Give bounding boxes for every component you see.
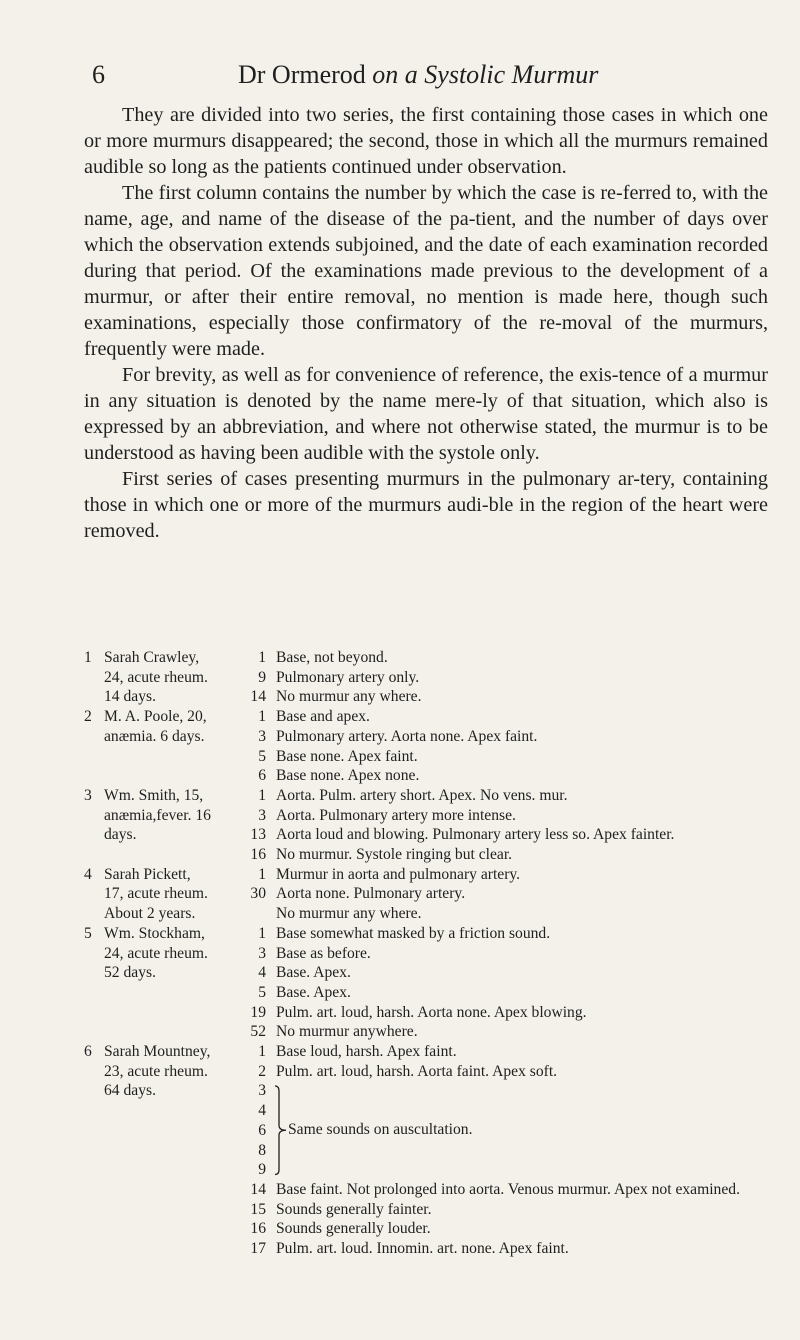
- observation-text: Base none. Apex faint.: [276, 747, 418, 765]
- patient-text: 52 days.: [104, 964, 156, 982]
- observation: [240, 845, 784, 865]
- observations: [240, 924, 784, 1042]
- observation-day: 4: [258, 964, 266, 982]
- observation-text: Aorta. Pulmonary artery more intense.: [276, 806, 516, 824]
- observation: [240, 1239, 784, 1259]
- bracket-group: [240, 1081, 784, 1179]
- observation: [240, 687, 784, 707]
- observation-text: No murmur any where.: [276, 688, 422, 706]
- observation: [240, 648, 784, 668]
- patient-info: [84, 648, 240, 707]
- patient-line: [84, 904, 240, 924]
- patient-line: [84, 944, 240, 964]
- patient-text: M. A. Poole, 20,: [104, 708, 207, 726]
- observation-day: 9: [258, 668, 266, 686]
- brace-icon: [274, 1085, 288, 1176]
- patient-text: Sarah Pickett,: [104, 865, 191, 883]
- observation-day: 14: [250, 688, 266, 706]
- observation: [240, 1062, 784, 1082]
- observation: [240, 1042, 784, 1062]
- paragraph: They are divided into two series, the first containing those cases in which one or more murmurs disappeared; the second, those in which all the murmurs remained audible so long as the patients continued under observation.: [84, 104, 768, 178]
- observation-day: 5: [258, 983, 266, 1001]
- case-number: 3: [84, 786, 92, 804]
- observation-day: 52: [250, 1023, 266, 1041]
- observation: [240, 944, 784, 964]
- observation-text: Base and apex.: [276, 708, 370, 726]
- patient-text: 64 days.: [104, 1082, 156, 1100]
- observation-day: 1: [258, 708, 266, 726]
- observation-text: Base somewhat masked by a friction sound.: [276, 924, 551, 942]
- observation-text: Base. Apex.: [276, 983, 351, 1001]
- observation: [240, 727, 784, 747]
- observation-day: 1: [258, 1043, 266, 1061]
- observation-text: Pulm. art. loud, harsh. Aorta none. Apex blowing.: [276, 1003, 587, 1021]
- bracket-day-line: [240, 1081, 784, 1101]
- case-number: 2: [84, 708, 92, 726]
- observation-text: Pulm. art. loud. Innomin. art. none. Apex faint.: [276, 1240, 569, 1258]
- observation: [240, 786, 784, 806]
- case-number: 5: [84, 924, 92, 942]
- case-row: [84, 924, 784, 1042]
- observation-text: Base, not beyond.: [276, 649, 388, 666]
- observation-text: Pulm. art. loud, harsh. Aorta faint. Apex soft.: [276, 1062, 558, 1080]
- patient-line: [84, 963, 240, 983]
- observation-text: No murmur. Systole ringing but clear.: [276, 846, 513, 864]
- observation-day: 1: [258, 786, 266, 804]
- observation: [240, 1180, 766, 1200]
- patient-text: 23, acute rheum.: [104, 1062, 208, 1080]
- title-on: on a: [372, 60, 418, 89]
- patient-line: [84, 1062, 240, 1082]
- patient-text: Wm. Stockham,: [104, 924, 205, 942]
- patient-line: [84, 648, 240, 668]
- patient-text: Sarah Mountney,: [104, 1043, 211, 1061]
- case-number: 1: [84, 649, 92, 666]
- running-header: [92, 60, 732, 100]
- observation-text: Pulmonary artery only.: [276, 668, 420, 686]
- observation: [240, 924, 784, 944]
- observation: [240, 884, 784, 904]
- observation-day: 1: [258, 865, 266, 883]
- case-number: 6: [84, 1043, 92, 1061]
- patient-text: 24, acute rheum.: [104, 944, 208, 962]
- patient-text: 17, acute rheum.: [104, 885, 208, 903]
- observation-day: 3: [258, 727, 266, 745]
- case-number: 4: [84, 865, 92, 883]
- observation: [240, 707, 784, 727]
- observation-text: Base none. Apex none.: [276, 767, 420, 785]
- patient-line: [84, 924, 240, 944]
- patient-info: [84, 924, 240, 983]
- patient-line: [84, 1042, 240, 1062]
- patient-line: [84, 884, 240, 904]
- case-row: [84, 1042, 784, 1259]
- bracket-day-line: [240, 1141, 784, 1161]
- observation: [240, 1219, 784, 1239]
- patient-text: days.: [104, 826, 137, 844]
- observations: [240, 1042, 784, 1259]
- observation: [240, 865, 784, 885]
- title-middle: Systolic Murmur: [417, 60, 599, 89]
- case-table: [84, 648, 784, 1259]
- observation-text: Murmur in aorta and pulmonary artery.: [276, 865, 521, 883]
- observation-text: Base faint. Not prolonged into aorta. Venous murmur. Apex not examined.: [276, 1180, 740, 1198]
- paragraph: The first column contains the number by which the case is re-ferred to, with the name, age, and name of the disease of the pa-tient, and the number of days over which the observation extends subjoined, and the date of each examination recorded during that period. Of the examinations made previous to the development of a murmur, or after their entire removal, no mention is made here, though such examinations, especially those confirmatory of the re-moval of the murmurs, frequently were made.: [84, 182, 768, 360]
- title-prefix: Dr Ormerod: [238, 60, 373, 89]
- observations: [240, 707, 784, 786]
- page-number: 6: [92, 60, 105, 89]
- observation-day: 1: [258, 649, 266, 666]
- observation-day: 30: [250, 885, 266, 903]
- observation-text: Sounds generally fainter.: [276, 1200, 432, 1218]
- observation-text: Base as before.: [276, 944, 371, 962]
- observation-day: 17: [250, 1240, 266, 1258]
- bracket-day-line: [240, 1101, 784, 1121]
- patient-text: About 2 years.: [104, 905, 196, 923]
- observations: [240, 865, 784, 924]
- patient-text: anæmia,fever. 16: [104, 806, 211, 824]
- section-heading: First series of cases presenting murmurs in the pulmonary ar-tery, containing those in which one or more of the murmurs audi-ble in the region of the heart were removed.: [84, 468, 768, 542]
- observation-text: Base loud, harsh. Apex faint.: [276, 1043, 457, 1061]
- observation-text: Base. Apex.: [276, 964, 351, 982]
- patient-info: [84, 1042, 240, 1101]
- observation: [240, 963, 784, 983]
- observation-text: Pulmonary artery. Aorta none. Apex faint.: [276, 727, 538, 745]
- observation-day: 5: [258, 747, 266, 765]
- observation-text: No murmur any where.: [276, 905, 422, 923]
- observation-text: Aorta. Pulm. artery short. Apex. No vens. mur.: [276, 786, 568, 804]
- patient-line: [84, 865, 240, 885]
- observation: [240, 983, 784, 1003]
- observation: [240, 1200, 784, 1220]
- observation-day: 6: [258, 767, 266, 785]
- patient-text: anæmia. 6 days.: [104, 727, 205, 745]
- observation-day: 1: [258, 924, 266, 942]
- observation-day: 19: [250, 1003, 266, 1021]
- observation-day: 3: [258, 806, 266, 824]
- patient-text: 24, acute rheum.: [104, 668, 208, 686]
- paragraph: For brevity, as well as for convenience of reference, the exis-tence of a murmur in any situation is denoted by the name mere-ly of that situation, which also is expressed by an abbreviation, and where not otherwise stated, the murmur is to be understood as having been audible with the systole only.: [84, 364, 768, 464]
- observation-day: 4: [258, 1102, 266, 1120]
- body-text: [84, 102, 768, 544]
- observation-day: 2: [258, 1062, 266, 1080]
- observations: [240, 648, 784, 707]
- brace-path: [275, 1086, 286, 1175]
- observation-day: 6: [258, 1121, 266, 1139]
- observation-text: Sounds generally louder.: [276, 1220, 431, 1238]
- patient-line: [84, 806, 240, 826]
- observation-day: 3: [258, 944, 266, 962]
- patient-text: Sarah Crawley,: [104, 649, 200, 666]
- observation-day: 8: [258, 1141, 266, 1159]
- observation: [240, 806, 784, 826]
- case-row: [84, 648, 784, 707]
- observation-text: Aorta none. Pulmonary artery.: [276, 885, 466, 903]
- observation: [240, 825, 766, 845]
- bracket-day-line: [240, 1160, 784, 1180]
- patient-text: Wm. Smith, 15,: [104, 786, 204, 804]
- case-row: [84, 707, 784, 786]
- observation-day: 3: [258, 1082, 266, 1100]
- patient-line: [84, 825, 240, 845]
- observation-day: 15: [250, 1200, 266, 1218]
- observation-day: 16: [250, 846, 266, 864]
- case-row: [84, 786, 784, 865]
- observation: [240, 668, 784, 688]
- observation: [240, 747, 784, 767]
- running-title: [238, 60, 598, 90]
- patient-line: [84, 707, 240, 727]
- patient-info: [84, 865, 240, 924]
- observation-day: 14: [250, 1180, 266, 1198]
- patient-text: 14 days.: [104, 688, 156, 706]
- patient-info: [84, 786, 240, 845]
- patient-line: [84, 687, 240, 707]
- patient-line: [84, 727, 240, 747]
- bracket-text: Same sounds on auscultation.: [288, 1120, 473, 1138]
- observation: [240, 1003, 784, 1023]
- observation-text: Aorta loud and blowing. Pulmonary artery less so. Apex fainter.: [276, 826, 675, 844]
- observation-day: 9: [258, 1161, 266, 1179]
- patient-line: [84, 1081, 240, 1101]
- patient-line: [84, 786, 240, 806]
- observation-day: 13: [250, 826, 266, 844]
- observation: [240, 1022, 784, 1042]
- observation: [240, 904, 784, 924]
- case-row: [84, 865, 784, 924]
- patient-info: [84, 707, 240, 746]
- observation: [240, 766, 784, 786]
- observation-text: No murmur anywhere.: [276, 1023, 418, 1041]
- observations: [240, 786, 784, 865]
- patient-line: [84, 668, 240, 688]
- observation-day: 16: [250, 1220, 266, 1238]
